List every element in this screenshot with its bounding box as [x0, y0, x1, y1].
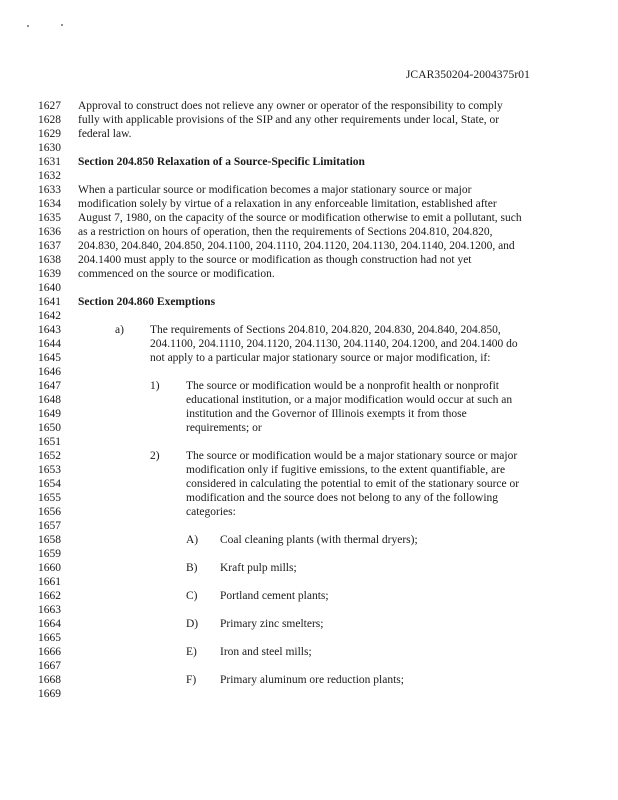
line-number: 1642 [38, 310, 61, 322]
line-number: 1644 [38, 338, 61, 350]
item-2-line: modification and the source does not belong to any of the following [186, 492, 499, 504]
category-text: Primary aluminum ore reduction plants; [220, 674, 404, 686]
section-850-line: When a particular source or modification becomes a major stationary source or major [78, 184, 472, 196]
scan-speck [61, 24, 63, 26]
item-2-label: 2) [150, 450, 160, 462]
line-number: 1629 [38, 128, 61, 140]
line-number: 1655 [38, 492, 61, 504]
line-number: 1632 [38, 170, 61, 182]
subsection-a-line: not apply to a particular major stationary source or major modification, if: [150, 352, 491, 364]
line-number: 1634 [38, 198, 61, 210]
item-1-line: educational institution, or a major modification would occur at such an [186, 394, 513, 406]
line-number: 1656 [38, 506, 61, 518]
intro-line: fully with applicable provisions of the SIP and any other requirements under local, State, or [78, 114, 500, 126]
item-2-line: considered in calculating the potential to emit of the stationary source or [186, 478, 520, 490]
document-id: JCAR350204-2004375r01 [405, 69, 530, 81]
line-number: 1658 [38, 534, 61, 546]
category-label: D) [186, 618, 199, 630]
line-number: 1660 [38, 562, 61, 574]
line-number: 1643 [38, 324, 61, 336]
item-1-line: institution and the Governor of Illinois exempts it from those [186, 408, 467, 420]
category-label: B) [186, 562, 198, 574]
line-number: 1666 [38, 646, 61, 658]
line-number: 1663 [38, 604, 61, 616]
line-number: 1638 [38, 254, 61, 266]
line-number: 1646 [38, 366, 61, 378]
item-2-line: The source or modification would be a major stationary source or major [186, 450, 518, 462]
line-number: 1654 [38, 478, 61, 490]
item-1-line: The source or modification would be a nonprofit health or nonprofit [186, 380, 499, 392]
scan-speck [27, 25, 29, 27]
item-1-line: requirements; or [186, 422, 262, 434]
line-number: 1647 [38, 380, 61, 392]
line-number: 1659 [38, 548, 61, 560]
category-text: Iron and steel mills; [220, 646, 312, 658]
category-text: Primary zinc smelters; [220, 618, 324, 630]
subsection-a-label: a) [115, 324, 124, 336]
item-2-line: modification only if fugitive emissions, to the extent quantifiable, are [186, 464, 506, 476]
category-text: Kraft pulp mills; [220, 562, 297, 574]
category-label: E) [186, 646, 197, 658]
subsection-a-line: The requirements of Sections 204.810, 204.820, 204.830, 204.840, 204.850, [150, 324, 501, 336]
line-number: 1651 [38, 436, 61, 448]
category-label: F) [186, 674, 197, 686]
item-2-line: categories: [186, 506, 236, 518]
category-label: C) [186, 590, 198, 602]
category-text: Coal cleaning plants (with thermal dryers); [220, 534, 418, 546]
line-number: 1665 [38, 632, 61, 644]
line-number: 1652 [38, 450, 61, 462]
line-number: 1650 [38, 422, 61, 434]
line-number: 1661 [38, 576, 61, 588]
section-850-line: 204.1400 must apply to the source or modification as though construction had not yet [78, 254, 472, 266]
line-number: 1669 [38, 688, 61, 700]
line-number: 1640 [38, 282, 61, 294]
item-1-label: 1) [150, 380, 160, 392]
section-850-line: as a restriction on hours of operation, then the requirements of Sections 204.810, 204.820, [78, 226, 493, 238]
line-number: 1649 [38, 408, 61, 420]
line-number: 1657 [38, 520, 61, 532]
line-number: 1664 [38, 618, 61, 630]
section-850-line: modification solely by virtue of a relaxation in any enforceable limitation, established after [78, 198, 497, 210]
section-850-line: August 7, 1980, on the capacity of the source or modification otherwise to emit a pollutant, such [78, 212, 522, 224]
line-number: 1631 [38, 156, 61, 168]
line-number: 1636 [38, 226, 61, 238]
line-number: 1627 [38, 100, 61, 112]
section-850-line: 204.830, 204.840, 204.850, 204.1100, 204.1110, 204.1120, 204.1130, 204.1140, 204.1200, and [78, 240, 515, 252]
line-number: 1645 [38, 352, 61, 364]
line-number: 1630 [38, 142, 61, 154]
section-860-heading: Section 204.860 Exemptions [78, 296, 216, 308]
line-number: 1668 [38, 674, 61, 686]
category-text: Portland cement plants; [220, 590, 329, 602]
section-850-line: commenced on the source or modification. [78, 268, 275, 280]
intro-line: federal law. [78, 128, 132, 140]
line-number: 1639 [38, 268, 61, 280]
subsection-a-line: 204.1100, 204.1110, 204.1120, 204.1130, 204.1140, 204.1200, and 204.1400 do [150, 338, 518, 350]
line-number: 1633 [38, 184, 61, 196]
line-number: 1653 [38, 464, 61, 476]
line-number: 1641 [38, 296, 61, 308]
category-label: A) [186, 534, 199, 546]
line-number: 1635 [38, 212, 61, 224]
line-number: 1637 [38, 240, 61, 252]
line-number: 1628 [38, 114, 61, 126]
line-number: 1667 [38, 660, 61, 672]
section-850-heading: Section 204.850 Relaxation of a Source-Specific Limitation [78, 156, 365, 168]
intro-line: Approval to construct does not relieve any owner or operator of the responsibility to comply [78, 100, 503, 112]
line-number: 1662 [38, 590, 61, 602]
line-number: 1648 [38, 394, 61, 406]
